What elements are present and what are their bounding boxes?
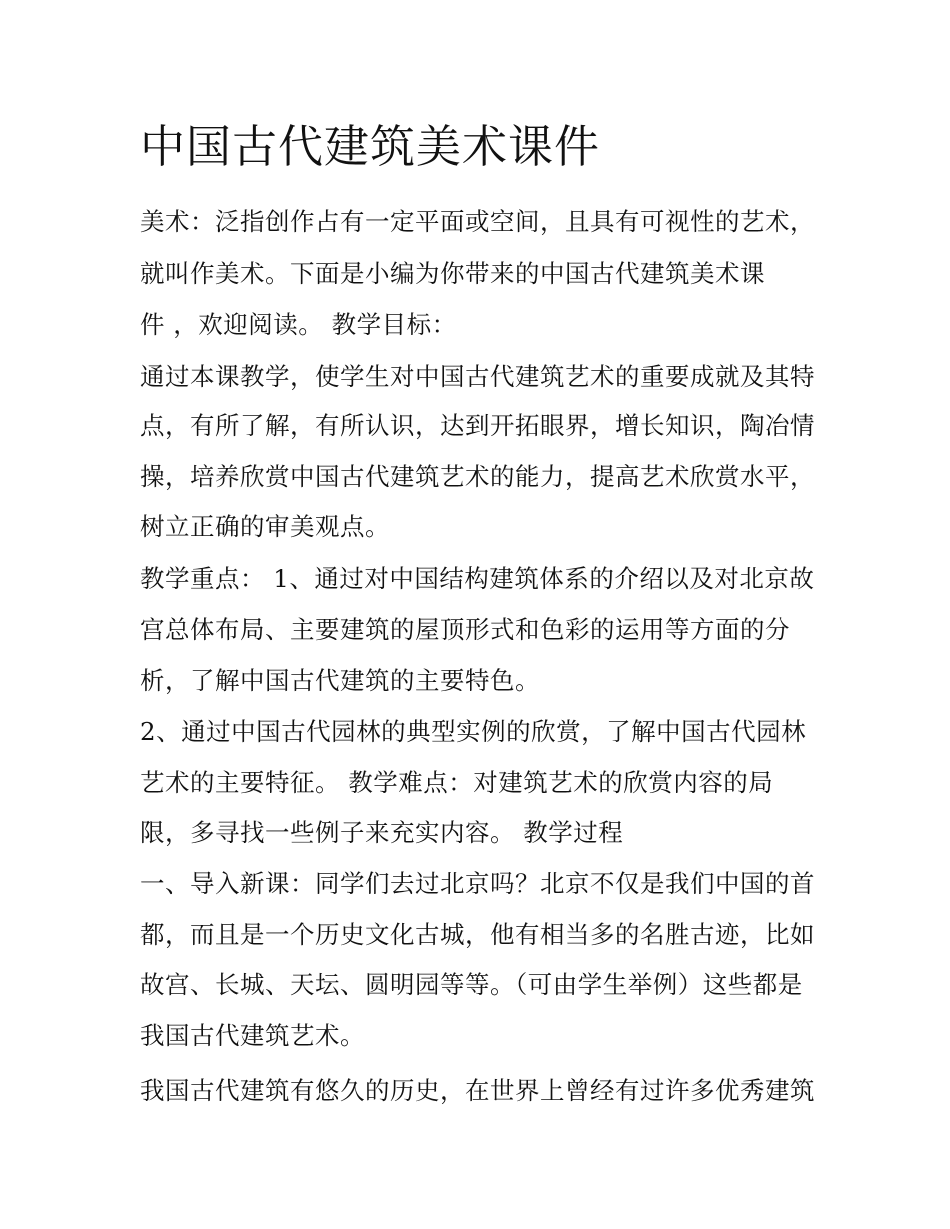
text-line: 都，而且是一个历史文化古城，他有相当多的名胜古迹，比如 — [140, 920, 815, 949]
text-line: 一、导入新课：同学们去过北京吗？北京不仅是我们中国的首 — [140, 869, 815, 898]
text-line: 限，多寻找一些例子来充实内容。 教学过程 — [140, 818, 624, 847]
text-line: 艺术的主要特征。 教学难点：对建筑艺术的欣赏内容的局 — [140, 768, 774, 797]
text-line: 我国古代建筑有悠久的历史，在世界上曾经有过许多优秀建筑 — [140, 1076, 815, 1105]
text-line: 故宫、长城、天坛、圆明园等等。（可由学生举例）这些都是 — [140, 970, 803, 999]
text-line: 析，了解中国古代建筑的主要特色。 — [140, 666, 540, 695]
text-line: 美术：泛指创作占有一定平面或空间，且具有可视性的艺术， — [140, 207, 815, 236]
text-line: 树立正确的审美观点。 — [140, 512, 390, 541]
document-title: 中国古代建筑美术课件 — [140, 120, 601, 173]
text-line: 点，有所了解，有所认识，达到开拓眼界，增长知识，陶冶情 — [140, 411, 815, 440]
text-line: 宫总体布局、主要建筑的屋顶形式和色彩的运用等方面的分 — [140, 615, 790, 644]
text-line: 我国古代建筑艺术。 — [140, 1021, 365, 1050]
text-line: 就叫作美术。下面是小编为你带来的中国古代建筑美术课 — [140, 259, 765, 288]
text-line: 通过本课教学，使学生对中国古代建筑艺术的重要成就及其特 — [140, 362, 815, 391]
text-line: 件 ，欢迎阅读。 教学目标： — [140, 310, 457, 339]
text-line: 2、通过中国古代园林的典型实例的欣赏，了解中国古代园林 — [140, 717, 807, 746]
text-line: 教学重点： 1、通过对中国结构建筑体系的介绍以及对北京故 — [140, 564, 815, 593]
text-line: 操，培养欣赏中国古代建筑艺术的能力，提高艺术欣赏水平， — [140, 462, 815, 491]
